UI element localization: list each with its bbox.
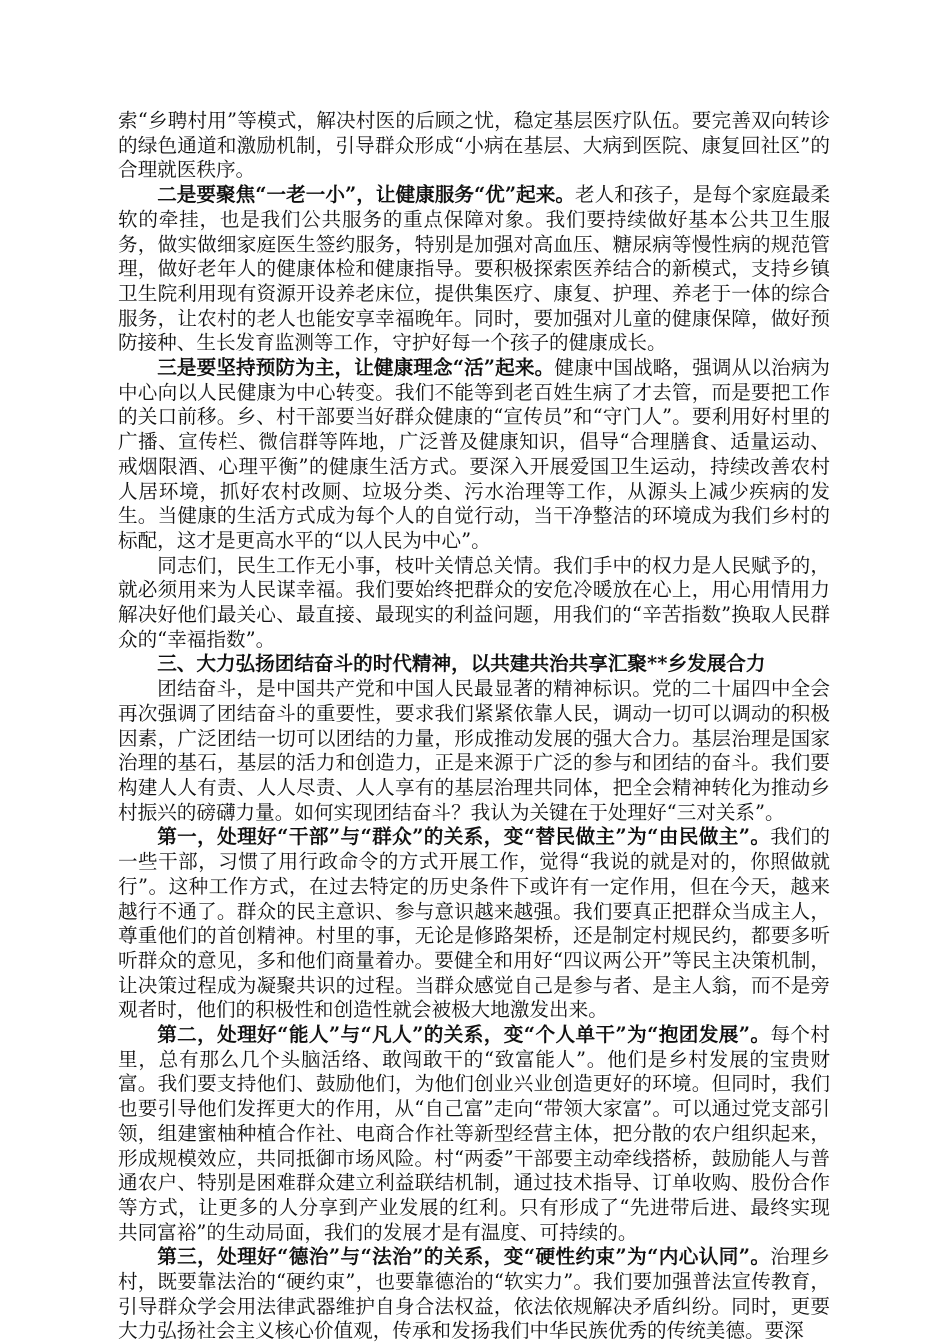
paragraph-text: 索“乡聘村用”等模式，解决村医的后顾之忧，稳定基层医疗队伍。要完善双向转诊的绿色通道和激励机制，引导群众形成“小病在基层、大病到医院、康复回社区”的合理就医秩序。	[118, 109, 830, 182]
paragraph-lead: 二是要聚焦“一老一小”，让健康服务“优”起来。	[157, 183, 576, 207]
paragraph	[118, 109, 830, 183]
paragraph-text: 每个村里，总有那么几个头脑活络、敢闯敢干的“致富能人”。他们是乡村发展的宝贵财富。我们要支持他们、鼓励他们，为他们创业兴业创造更好的环境。但同时，我们也要引导他们发挥更大的作用，从“自己富”走向“带领大家富”。可以通过党支部引领，组建蜜柚种植合作社、电商合作社等新型经营主体，把分散的农户组织起来，形成规模效应，共同抵御市场风险。村“两委”干部要主动牵线搭桥，鼓励能人与普通农户、特别是困难群众建立利益联结机制，通过技术指导、订单收购、股份合作等方式，让更多的人分享到产业发展的红利。只有形成了“先进带后进、最终实现共同富裕”的生动局面，我们的发展才是有温度、可持续的。	[118, 1023, 831, 1244]
section-heading-text: 三、大力弘扬团结奋斗的时代精神，以共建共治共享汇聚**乡发展合力	[157, 652, 766, 676]
paragraph-lead: 第三，处理好“德治”与“法治”的关系，变“硬性约束”为“内心认同”。	[157, 1245, 771, 1269]
paragraph-text: 团结奋斗，是中国共产党和中国人民最显著的精神标识。党的二十届四中全会再次强调了团结奋斗的重要性，要求我们紧紧依靠人民，调动一切可以调动的积极因素，广泛团结一切可以团结的力量，形成推动发展的强大合力。基层治理是国家治理的基石，基层的活力和创造力，正是来源于广泛的参与和团结的奋斗。我们要构建人人有责、人人尽责、人人享有的基层治理共同体，把全会精神转化为推动乡村振兴的磅礴力量。如何实现团结奋斗？我认为关键在于处理好“三对关系”。	[118, 677, 830, 824]
paragraph	[118, 1023, 830, 1245]
paragraph-lead: 三是要坚持预防为主，让健康理念“活”起来。	[157, 356, 555, 380]
section-heading	[118, 652, 830, 677]
paragraph-text: 我们的一些干部，习惯了用行政命令的方式开展工作，觉得“我说的就是对的，你照做就行”。这种工作方式，在过去特定的历史条件下或许有一定作用，但在今天，越来越行不通了。群众的民主意识、参与意识越来越强。我们要真正把群众当成主人，尊重他们的首创精神。村里的事，无论是修路架桥，还是制定村规民约，都要多听听群众的意见，多和他们商量着办。要健全和用好“四议两公开”等民主决策机制，让决策过程成为凝聚共识的过程。当群众感觉自己是参与者、是主人翁，而不是旁观者时，他们的积极性和创造性就会被极大地激发出来。	[118, 825, 831, 1022]
paragraph-lead: 第一，处理好“干部”与“群众”的关系，变“替民做主”为“由民做主”。	[157, 825, 771, 849]
paragraph-text: 老人和孩子，是每个家庭最柔软的牵挂，也是我们公共服务的重点保障对象。我们要持续做好基本公共卫生服务，做实做细家庭医生签约服务，特别是加强对高血压、糖尿病等慢性病的规范管理，做好老年人的健康体检和健康指导。要积极探索医养结合的新模式，支持乡镇卫生院利用现有资源开设养老床位，提供集医疗、康复、护理、养老于一体的综合服务，让农村的老人也能安享幸福晚年。同时，要加强对儿童的健康保障，做好预防接种、生长发育监测等工作，守护好每一个孩子的健康成长。	[118, 183, 830, 355]
paragraph-text: 治理乡村，既要靠法治的“硬约束”，也要靠德治的“软实力”。我们要加强普法宣传教育，引导群众学会用法律武器维护自身合法权益，依法依规解决矛盾纠纷。同时，更要大力弘扬社会主义核心价值观，传承和发扬我们中华民族优秀的传统美德。要深	[118, 1245, 831, 1343]
paragraph-text: 健康中国战略，强调从以治病为中心向以人民健康为中心转变。我们不能等到老百姓生病了才去管，而是要把工作的关口前移。乡、村干部要当好群众健康的“宣传员”和“守门人”。要利用好村里的广播、宣传栏、微信群等阵地，广泛普及健康知识，倡导“合理膳食、适量运动、戒烟限酒、心理平衡”的健康生活方式。要深入开展爱国卫生运动，持续改善农村人居环境，抓好农村改厕、垃圾分类、污水治理等工作，从源头上减少疾病的发生。当健康的生活方式成为每个人的自觉行动，当干净整洁的环境成为我们乡村的标配，这才是更高水平的“以人民为中心”。	[118, 356, 830, 552]
paragraph	[118, 825, 830, 1023]
paragraph	[118, 356, 830, 554]
paragraph	[118, 554, 830, 653]
document-body	[118, 109, 830, 1344]
paragraph	[118, 183, 830, 356]
paragraph-lead: 第二，处理好“能人”与“凡人”的关系，变“个人单干”为“抱团发展”。	[157, 1023, 771, 1047]
paragraph	[118, 677, 830, 825]
paragraph	[118, 1245, 830, 1344]
paragraph-text: 同志们，民生工作无小事，枝叶关情总关情。我们手中的权力是人民赋予的，就必须用来为人民谋幸福。我们要始终把群众的安危冷暖放在心上，用心用情用力解决好他们最关心、最直接、最现实的利益问题，用我们的“辛苦指数”换取人民群众的“幸福指数”。	[118, 553, 830, 651]
